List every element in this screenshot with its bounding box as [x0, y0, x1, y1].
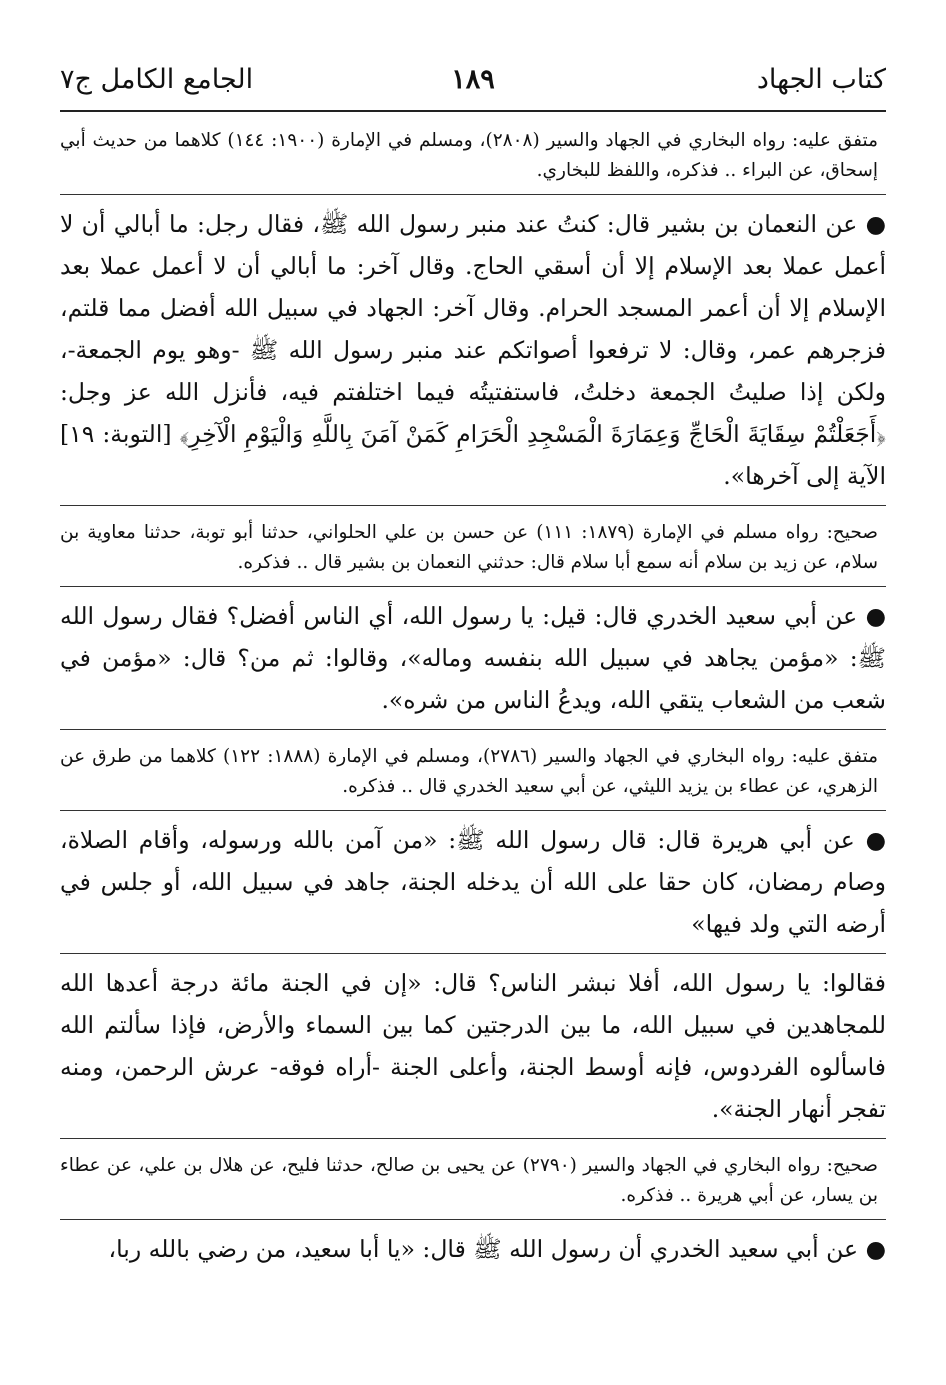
separator — [60, 1138, 886, 1139]
page-content — [60, 122, 886, 1276]
hadith-paragraph: ● عن أبي سعيد الخدري أن رسول الله ﷺ قال: «يا أبا سعيد، من رضي بالله ربا، — [108, 1235, 886, 1263]
header-rule — [60, 110, 886, 112]
hadith-paragraph: ● عن أبي سعيد الخدري قال: قيل: يا رسول الله، أي الناس أفضل؟ فقال رسول الله ﷺ: «مؤمن يجاهد في سبيل الله بنفسه وماله»، وقالوا: ثم من؟ قال: «مؤمن في شعب من الشعاب يتقي الله، ويدعُ الناس من شره». — [60, 602, 886, 714]
separator — [60, 953, 886, 954]
hadith-source-note: صحيح: رواه البخاري في الجهاد والسير (٢٧٩٠) عن يحيى بن صالح، حدثنا فليح، عن هلال بن علي، عن عطاء بن يسار، عن أبي هريرة .. فذكره. — [60, 1155, 878, 1206]
separator — [60, 810, 886, 811]
separator — [60, 586, 886, 587]
page-number: ١٨٩ — [451, 64, 495, 95]
hadith-source-note: متفق عليه: رواه البخاري في الجهاد والسير (٢٨٠٨)، ومسلم في الإمارة (١٩٠٠: ١٤٤) كلاهما من حديث أبي إسحاق، عن البراء .. فذكره، واللفظ للبخاري. — [60, 130, 878, 181]
volume-title: الجامع الكامل ج٧ — [60, 64, 254, 95]
hadith-source-note: متفق عليه: رواه البخاري في الجهاد والسير (٢٧٨٦)، ومسلم في الإمارة (١٨٨٨: ١٢٢) كلاهما من طرق عن الزهري، عن عطاء بن يزيد الليثي، عن أبي سعيد الخدري قال .. فذكره. — [60, 746, 878, 797]
separator — [60, 505, 886, 506]
book-title: كتاب الجهاد — [756, 64, 886, 95]
hadith-paragraph: فقالوا: يا رسول الله، أفلا نبشر الناس؟ قال: «إن في الجنة مائة درجة أعدها الله للمجاهدين في سبيل الله، ما بين الدرجتين كما بين السماء والأرض، فإذا سألتم الله فاسألوه الفردوس، فإنه أوسط الجنة، وأعلى الجنة -أراه فوقه- عرش الرحمن، ومنه تفجر أنهار الجنة». — [60, 969, 886, 1123]
hadith-paragraph: ● عن أبي هريرة قال: قال رسول الله ﷺ: «من آمن بالله ورسوله، وأقام الصلاة، وصام رمضان، كان حقا على الله أن يدخله الجنة، جاهد في سبيل الله، أو جلس في أرضه التي ولد فيها» — [60, 826, 886, 938]
separator — [60, 729, 886, 730]
hadith-source-note: صحيح: رواه مسلم في الإمارة (١٨٧٩: ١١١) عن حسن بن علي الحلواني، حدثنا أبو توبة، حدثنا معاوية بن سلام، عن زيد بن سلام أنه سمع أبا سلام قال: حدثني النعمان بن بشير قال .. فذكره. — [60, 522, 878, 573]
hadith-paragraph: ● عن النعمان بن بشير قال: كنتُ عند منبر رسول الله ﷺ، فقال رجل: ما أبالي أن لا أعمل عملا بعد الإسلام إلا أن أسقي الحاج. وقال آخر: ما أبالي أن لا أعمل عملا بعد الإسلام إلا أن أعمر المسجد الحرام. وقال آخر: الجهاد في سبيل الله أفضل مما قلتم، فزجرهم عمر، وقال: لا ترفعوا أصواتكم عند منبر رسول الله ﷺ -وهو يوم الجمعة-، ولكن إذا صليتُ الجمعة دخلتُ، فاستفتيتُه فيما اختلفتم فيه، فأنزل الله عز وجل: ﴿أَجَعَلْتُمْ سِقَايَةَ الْحَاجِّ وَعِمَارَةَ الْمَسْجِدِ الْحَرَامِ كَمَنْ آمَنَ بِاللَّهِ وَالْيَوْمِ الْآخِرِ﴾ [التوبة: ١٩] الآية إلى آخرها». — [60, 210, 886, 490]
separator — [60, 1219, 886, 1220]
page-header — [60, 50, 886, 106]
separator — [60, 194, 886, 195]
